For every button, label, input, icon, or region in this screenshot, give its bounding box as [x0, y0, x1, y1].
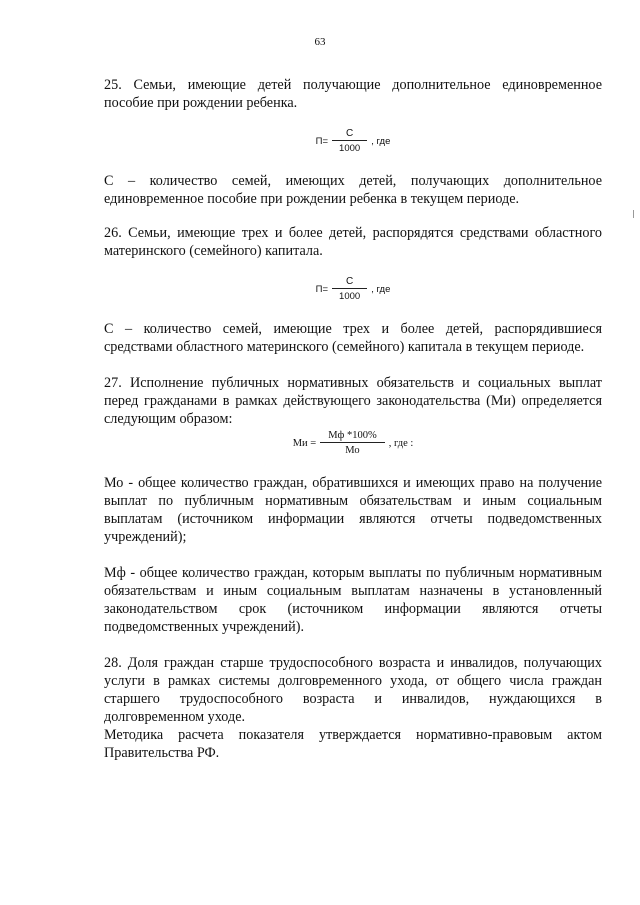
section-28-title: 28. Доля граждан старше трудоспособного возраста и инвалидов, получающих услуги в рамках системы долговременного ухода, от общего числа граждан старшего трудоспособного возраста и инвалидов, нуждающихся в долговременном уходе. — [104, 655, 602, 725]
section-27-mf-definition: Мф - общее количество граждан, которым выплаты по публичным нормативным обязательствам и иным социальным выплатам назначены в установленный законодательством срок (источником информации являются отчеты подведомственных учреждений). — [104, 565, 602, 635]
section-28-method: Методика расчета показателя утверждается нормативно-правовым актом Правительства РФ. — [104, 727, 602, 761]
formula-lhs: П= — [315, 283, 328, 295]
section-27-mo-definition: Мо - общее количество граждан, обратившихся и имеющих право на получение выплат по публичным нормативным обязательствам и иным социальным выплатам (источником информации являются отчеты подведомственных учреждений); — [104, 475, 602, 545]
formula-fraction — [332, 276, 367, 302]
section-25-definition: С – количество семей, имеющих детей, получающих дополнительное единовременное пособие при рождении ребенка в текущем периоде. — [104, 173, 602, 207]
page-number: 63 — [314, 36, 326, 48]
formula-denominator: 1000 — [339, 143, 361, 154]
formula-suffix: , где — [371, 135, 391, 147]
section-26-title: 26. Семьи, имеющие трех и более детей, распорядятся средствами областного материнского (семейного) капитала. — [104, 225, 602, 259]
document-body — [104, 76, 602, 762]
formula-lhs: Ми = — [292, 437, 317, 449]
section-27-formula — [104, 430, 602, 456]
formula-numerator: С — [332, 276, 367, 289]
formula-lhs: П= — [315, 135, 328, 147]
formula-suffix: , где — [371, 283, 391, 295]
formula-denominator: Мо — [345, 445, 360, 456]
section-26-formula — [104, 276, 602, 302]
section-25-title: 25. Семьи, имеющие детей получающие дополнительное единовременное пособие при рождении ребенка. — [104, 77, 602, 111]
scan-mark — [633, 210, 634, 218]
section-25-formula — [104, 128, 602, 154]
formula-numerator: Мф *100% — [320, 430, 385, 443]
section-26-definition: С – количество семей, имеющие трех и более детей, распорядившиеся средствами областного материнского (семейного) капитала в текущем периоде. — [104, 321, 602, 355]
section-27-title: 27. Исполнение публичных нормативных обязательств и социальных выплат перед гражданами в рамках действующего законодательства (Ми) определяется следующим образом: — [104, 375, 602, 427]
formula-denominator: 1000 — [339, 291, 361, 302]
formula-fraction — [332, 128, 367, 154]
formula-fraction — [320, 430, 385, 456]
formula-numerator: С — [332, 128, 367, 141]
formula-suffix: , где : — [388, 437, 414, 449]
